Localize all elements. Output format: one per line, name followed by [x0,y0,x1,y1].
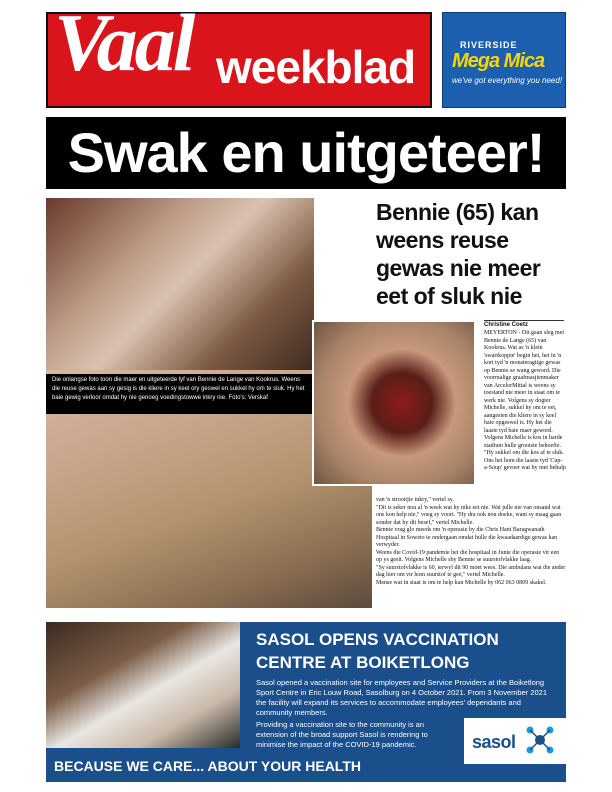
article-paragraph: "Hy sukkel om die kos af te sluk. Ons het hom die laaste tyd 'Cup-a-Soup' gevoer wat hy met behulp [484,450,566,471]
sasol-ad-body-secondary: Providing a vaccination site to the community is an extension of the broad support Sasol is rendering to minimise the impact of the COVID-19 pandemic. [256,720,428,749]
article-photo-face [312,320,476,486]
riverside-ad-tagline: we've got everything you need! [452,76,563,85]
sasol-logo: sasol [472,732,516,752]
article-subheadline: Bennie (65) kan weens reuse gewas nie meer eet of sluk nie [376,199,541,309]
article-paragraph: Weens die Covid-19 pandemie het die hospitaal in Junie die operasie vir een op ys gesit. Volgens Michelle sby Bennie se suurstofvlakke laag. [376,549,560,563]
sasol-molecule-icon [524,724,556,756]
photo-caption: Die onlangse foto toon die maer en uitgeteerde lyf van Bennie de Lange van Kookrus. Weens die reuse gewas aan sy gesig is die kliere in sy keel ory geswel en sukkel hy om te sluk. Hy het baie gewig verloor omdat hy nie genoeg voedingstowwe inkry nie. Foto's: Verskaf [46,374,314,414]
article-paragraph: MEYERTON - Dit gaan sleg met Bennie de Lange (65) van Kookrus. Wat as 'n klein 'swartkoppie' begin het, het in 'n kort tyd 'n monsteragtige gewas op Bennie se wang geword. Die voormalige graafmasjienmaker van ArcelorMittal is weens sy toestand nie meer in staat om te werk nie. Volgens sy dogter Michelle, sukkel hy om te eet, aangesien die kliere in sy keel baie opgeswel is. Hy het die laaste tyd baie maer geword. Volgens Michelle is kos in harde stadium hulle grootste behoefte. [484,330,565,449]
sasol-ad-photo [46,622,240,748]
page-headline: Swak en uitgeteer! [67,121,545,184]
article-paragraph: Mense wat in staat is om te help kan Michelle by 062 063 0809 skakel. [376,579,547,586]
riverside-ad-logo: Mega Mica [452,50,545,72]
article-paragraph: van 'n strooitjie inkry," vertel sy. [376,497,454,503]
article-continuation [376,497,566,587]
article-photo-bedridden [46,198,314,370]
byline: Christine Coetz [484,322,529,328]
sasol-ad-title: SASOL OPENS VACCINATION CENTRE AT BOIKETLONG [256,630,499,672]
article-paragraph: "Sy suurstofvlakke is 60, terwyl dit 90 moet wees. Die ambulans wat die ander dag hier om vir hom suurstof te gee," vertel Michelle. [376,564,566,578]
article-paragraph: "Dit is seker nou al 'n week wat hy niks eet nie. Wat julle nie van onsand wat ons kon help nie," voeg sy voort. "Hy dra ook nou doeke, want sy maag gaan sonder dat hy dit besef," vertel Michelle. [376,504,562,526]
riverside-ad-brand: RIVERSIDE [460,40,518,50]
article-paragraph: Bennie vrag glo meeds om 'n operasie by die Chris Hani Baragwanath Hospitaal in Soweto te ondergaan omdat hulle die kwaadaardige gewas kan verwyder. [376,527,558,548]
article-column [484,330,566,473]
sasol-ad-body: Sasol opened a vaccination site for employees and Service Providers at the Boiketlong Sport Centre in Eric Louw Road, Sasolburg on 4 October 2021. From 3 November 2021 the facility will expand its services to accommodate employees' dependants and community members. [256,678,547,717]
masthead-title-weekblad: weekblad [216,41,416,93]
masthead-title-vaal: Vaal [54,0,193,88]
byline-rule [484,320,564,321]
sasol-ad-footer: BECAUSE WE CARE... ABOUT YOUR HEALTH [54,758,361,774]
